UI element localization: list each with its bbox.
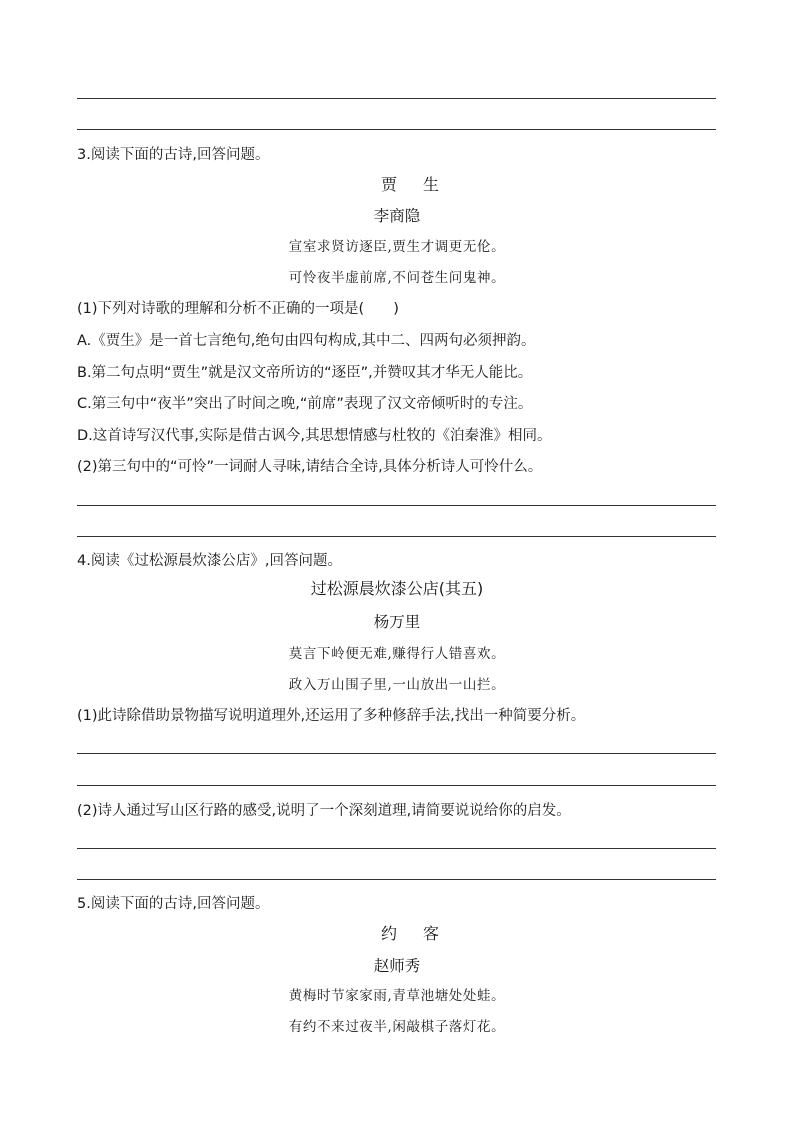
q3-poem-title: 贾生 <box>380 175 465 194</box>
answer-line[interactable] <box>77 505 716 506</box>
q5-verse-2: 有约不来过夜半,闲敲棋子落灯花。 <box>288 1019 506 1035</box>
q5-poem-author: 赵师秀 <box>373 957 421 975</box>
answer-line[interactable] <box>77 848 716 849</box>
q4-heading: 4.阅读《过松源晨炊漆公店》,回答问题。 <box>77 553 342 569</box>
q3-option-a: A.《贾生》是一首七言绝句,绝句由四句构成,其中二、四两句必须押韵。 <box>77 333 536 349</box>
q4-poem-title: 过松源晨炊漆公店(其五) <box>310 579 484 598</box>
answer-line[interactable] <box>77 536 716 537</box>
answer-line[interactable] <box>77 129 716 130</box>
q4-subquestion-1: (1)此诗除借助景物描写说明道理外,还运用了多种修辞手法,找出一种简要分析。 <box>77 708 586 724</box>
q4-verse-1: 莫言下岭便无难,赚得行人错喜欢。 <box>288 646 506 662</box>
q4-verse-2: 政入万山围子里,一山放出一山拦。 <box>288 677 506 693</box>
answer-line[interactable] <box>77 753 716 754</box>
q3-subquestion-1: (1)下列对诗歌的理解和分析不正确的一项是( ) <box>77 301 399 317</box>
q4-subquestion-2: (2)诗人通过写山区行路的感受,说明了一个深刻道理,请简要说说给你的启发。 <box>77 803 571 819</box>
answer-line[interactable] <box>77 98 716 99</box>
q3-subquestion-2: (2)第三句中的“可怜”一词耐人寻味,请结合全诗,具体分析诗人可怜什么。 <box>77 459 543 475</box>
q5-poem-title: 约客 <box>380 924 465 943</box>
q3-verse-1: 宣室求贤访逐臣,贾生才调更无伦。 <box>288 239 506 255</box>
q5-verse-1: 黄梅时节家家雨,青草池塘处处蛙。 <box>288 988 506 1004</box>
q4-poem-author: 杨万里 <box>373 613 421 631</box>
q3-option-b: B.第二句点明“贾生”就是汉文帝所访的“逐臣”,并赞叹其才华无人能比。 <box>77 365 533 381</box>
q3-option-c: C.第三句中“夜半”突出了时间之晚,“前席”表现了汉文帝倾听时的专注。 <box>77 396 533 412</box>
answer-line[interactable] <box>77 785 716 786</box>
q3-heading: 3.阅读下面的古诗,回答问题。 <box>77 147 270 163</box>
q3-verse-2: 可怜夜半虚前席,不问苍生问鬼神。 <box>288 270 506 286</box>
answer-line[interactable] <box>77 879 716 880</box>
q3-option-d: D.这首诗写汉代事,实际是借古讽今,其思想情感与杜牧的《泊秦淮》相同。 <box>77 428 552 444</box>
q3-poem-author: 李商隐 <box>373 207 421 225</box>
q5-heading: 5.阅读下面的古诗,回答问题。 <box>77 896 270 912</box>
